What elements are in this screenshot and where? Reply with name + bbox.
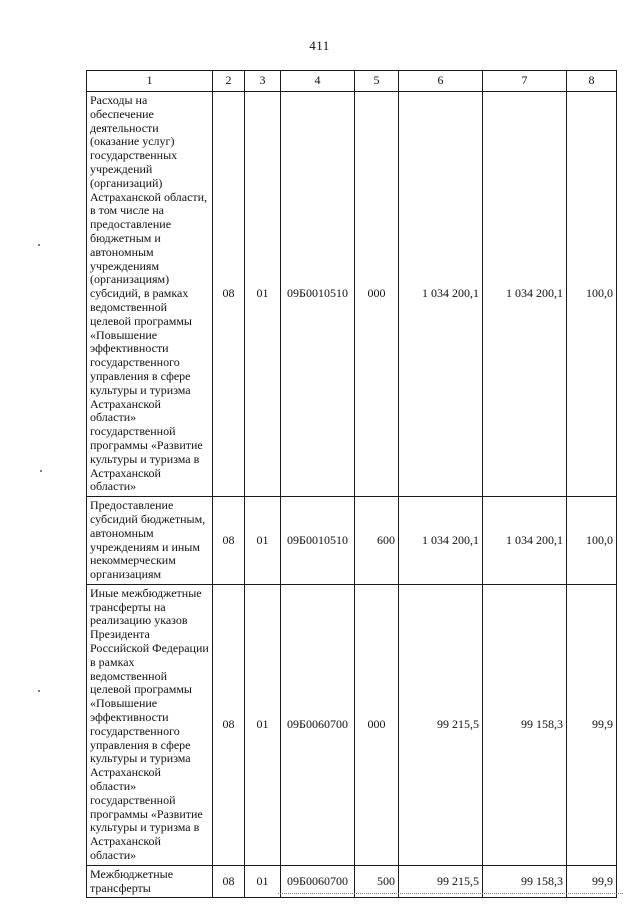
target-article-code: 09Б0010510 xyxy=(281,497,355,585)
budget-table xyxy=(86,70,617,898)
section-code: 08 xyxy=(213,865,245,898)
expense-type-code: 000 xyxy=(355,584,399,865)
planned-amount: 1 034 200,1 xyxy=(399,92,483,497)
column-header: 1 xyxy=(87,71,213,92)
column-header: 2 xyxy=(213,71,245,92)
planned-amount: 99 215,5 xyxy=(399,584,483,865)
subsection-code: 01 xyxy=(245,584,281,865)
target-article-code: 09Б0010510 xyxy=(281,92,355,497)
column-header: 7 xyxy=(483,71,567,92)
execution-percent: 100,0 xyxy=(567,92,617,497)
column-header: 5 xyxy=(355,71,399,92)
row-description: Расходы на обеспечение деятельности (оказание услуг) государственных учреждений (организаций) Астраханской области, в том числе на предоставление бюджетным и автономным учреждениям (организациям) субсидий, в рамках ведомственной целевой программы «Повышение эффективности государственного управления в сфере культуры и туризма Астраханской области» государственной программы «Развитие культуры и туризма в Астраханской области» xyxy=(87,92,213,497)
target-article-code: 09Б0060700 xyxy=(281,865,355,898)
executed-amount: 1 034 200,1 xyxy=(483,92,567,497)
row-description: Предоставление субсидий бюджетным, автономным учреждениям и иным некоммерческим организациям xyxy=(87,497,213,585)
page-number: 411 xyxy=(309,38,330,53)
column-header: 8 xyxy=(567,71,617,92)
section-code: 08 xyxy=(213,92,245,497)
footer-rule xyxy=(278,893,623,894)
subsection-code: 01 xyxy=(245,865,281,898)
target-article-code: 09Б0060700 xyxy=(281,584,355,865)
column-header: 3 xyxy=(245,71,281,92)
planned-amount: 99 215,5 xyxy=(399,865,483,898)
execution-percent: 99,9 xyxy=(567,865,617,898)
scan-speck xyxy=(40,470,42,472)
expense-type-code: 600 xyxy=(355,497,399,585)
table-row xyxy=(87,497,617,585)
execution-percent: 99,9 xyxy=(567,584,617,865)
section-code: 08 xyxy=(213,584,245,865)
section-code: 08 xyxy=(213,497,245,585)
table-row xyxy=(87,92,617,497)
executed-amount: 1 034 200,1 xyxy=(483,497,567,585)
planned-amount: 1 034 200,1 xyxy=(399,497,483,585)
table-header-row xyxy=(87,71,617,92)
column-header: 6 xyxy=(399,71,483,92)
executed-amount: 99 158,3 xyxy=(483,584,567,865)
subsection-code: 01 xyxy=(245,497,281,585)
executed-amount: 99 158,3 xyxy=(483,865,567,898)
expense-type-code: 500 xyxy=(355,865,399,898)
expense-type-code: 000 xyxy=(355,92,399,497)
row-description: Иные межбюджетные трансферты на реализацию указов Президента Российской Федерации в рамках ведомственной целевой программы «Повышение эффективности государственного управления в сфере культуры и туризма Астраханской области» государственной программы «Развитие культуры и туризма в Астраханской области» xyxy=(87,584,213,865)
subsection-code: 01 xyxy=(245,92,281,497)
column-header: 4 xyxy=(281,71,355,92)
scan-speck xyxy=(38,690,40,692)
table-row xyxy=(87,584,617,865)
execution-percent: 100,0 xyxy=(567,497,617,585)
scan-speck xyxy=(38,244,40,246)
row-description: Межбюджетные трансферты xyxy=(87,865,213,898)
